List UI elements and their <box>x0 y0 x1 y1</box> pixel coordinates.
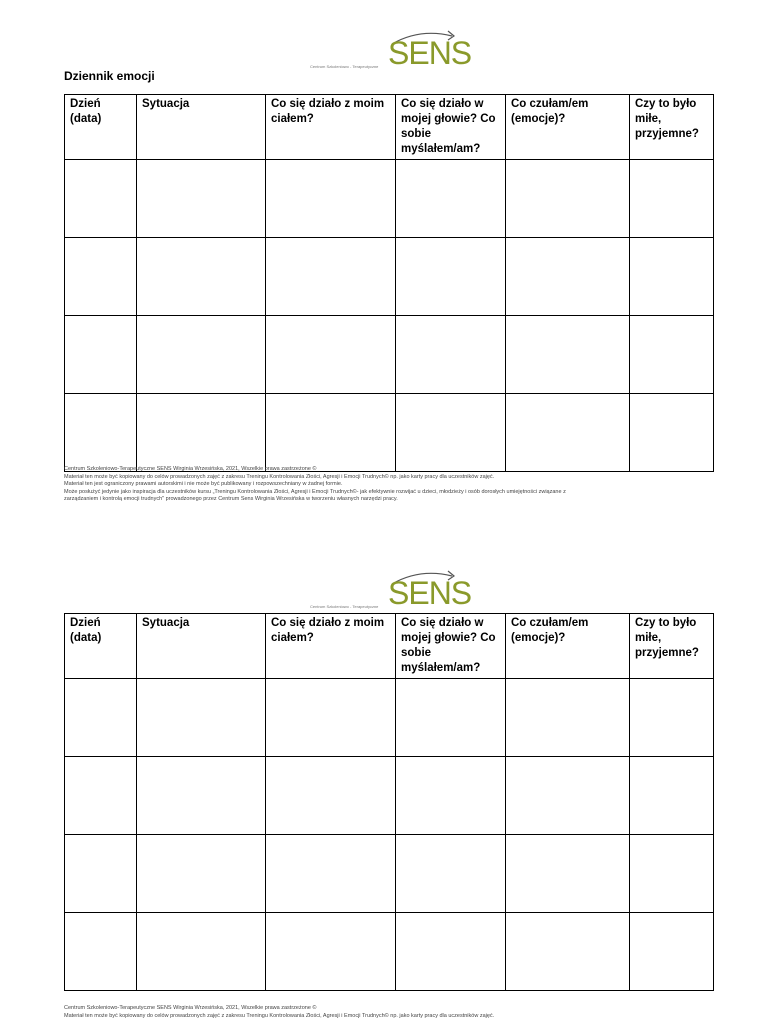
header-emotions: Co czułam/em (emocje)? <box>506 614 630 679</box>
table-cell[interactable] <box>65 316 137 394</box>
table-cell[interactable] <box>65 238 137 316</box>
table-cell[interactable] <box>137 316 266 394</box>
table-cell[interactable] <box>137 238 266 316</box>
header-emotions: Co czułam/em (emocje)? <box>506 95 630 160</box>
table-cell[interactable] <box>396 913 506 991</box>
logo-wordmark: SENS <box>388 35 472 71</box>
table-cell[interactable] <box>137 913 266 991</box>
header-thoughts: Co się działo w mojej głowie? Co sobie myślałem/am? <box>396 95 506 160</box>
table-cell[interactable] <box>266 316 396 394</box>
table-cell[interactable] <box>506 316 630 394</box>
table-cell[interactable] <box>506 238 630 316</box>
logo-caption: Centrum Szkoleniowo - Terapeutyczne <box>310 64 379 69</box>
table-cell[interactable] <box>137 757 266 835</box>
table-cell[interactable] <box>630 679 714 757</box>
table-cell[interactable] <box>65 160 137 238</box>
table-cell[interactable] <box>266 160 396 238</box>
table-cell[interactable] <box>396 835 506 913</box>
header-day: Dzień (data) <box>65 614 137 679</box>
header-pleasant: Czy to było miłe, przyjemne? <box>630 614 714 679</box>
table-row <box>65 757 714 835</box>
table-row <box>65 835 714 913</box>
table-cell[interactable] <box>65 913 137 991</box>
table-row <box>65 394 714 472</box>
footer-line: Centrum Szkoleniowo-Terapeutyczne SENS Wirginia Wrzesińska, 2021, Wszelkie prawa zastrzeżone © <box>64 1005 317 1011</box>
table-cell[interactable] <box>506 679 630 757</box>
page-title: Dziennik emocji <box>64 69 155 83</box>
table-cell[interactable] <box>506 160 630 238</box>
table-cell[interactable] <box>65 835 137 913</box>
logo-wordmark: SENS <box>388 575 472 611</box>
table-cell[interactable] <box>137 394 266 472</box>
table-cell[interactable] <box>65 394 137 472</box>
table-cell[interactable] <box>65 679 137 757</box>
table-cell[interactable] <box>630 913 714 991</box>
table-cell[interactable] <box>396 679 506 757</box>
table-cell[interactable] <box>266 394 396 472</box>
table-cell[interactable] <box>396 160 506 238</box>
header-situation: Sytuacja <box>137 614 266 679</box>
header-thoughts: Co się działo w mojej głowie? Co sobie myślałem/am? <box>396 614 506 679</box>
emotion-diary-table <box>64 613 714 991</box>
sens-logo <box>310 30 472 80</box>
header-pleasant: Czy to było miłe, przyjemne? <box>630 95 714 160</box>
footer-line: Centrum Szkoleniowo-Terapeutyczne SENS Wirginia Wrzesińska, 2021, Wszelkie prawa zastrzeżone © <box>64 466 317 472</box>
table-row <box>65 160 714 238</box>
table-cell[interactable] <box>266 835 396 913</box>
table-cell[interactable] <box>630 316 714 394</box>
header-body: Co się działo z moim ciałem? <box>266 614 396 679</box>
table-cell[interactable] <box>65 757 137 835</box>
table-cell[interactable] <box>266 913 396 991</box>
header-body: Co się działo z moim ciałem? <box>266 95 396 160</box>
table-cell[interactable] <box>396 316 506 394</box>
table-cell[interactable] <box>506 394 630 472</box>
table-cell[interactable] <box>137 679 266 757</box>
footer-line: Materiał ten jest ograniczony prawami autorskimi i nie może być publikowany i rozpowszechniany w żadnej formie. <box>64 481 343 487</box>
table-cell[interactable] <box>396 394 506 472</box>
emotion-diary-table <box>64 94 714 472</box>
table-cell[interactable] <box>506 757 630 835</box>
table-cell[interactable] <box>630 835 714 913</box>
footer-line: zarządzaniem i kontrolą emocji trudnych" prowadzonego przez Centrum Sens Wirginia Wrzesińska w tworzeniu własnych narzędzi pracy. <box>64 496 398 502</box>
table-cell[interactable] <box>506 835 630 913</box>
table-cell[interactable] <box>396 238 506 316</box>
footer-line: Materiał ten może być kopiowany do celów prowadzonych zajęć z zakresu Treningu Kontrolowania Złości, Agresji i Emocji Trudnych© np. jako karty pracy dla uczestników zajęć. <box>64 473 495 480</box>
table-row <box>65 679 714 757</box>
table-row <box>65 316 714 394</box>
table-cell[interactable] <box>266 238 396 316</box>
footer-line: Materiał ten może być kopiowany do celów prowadzonych zajęć z zakresu Treningu Kontrolowania Złości, Agresji i Emocji Trudnych© np. jako karty pracy dla uczestników zajęć. <box>64 1012 495 1019</box>
table-cell[interactable] <box>137 835 266 913</box>
table-cell[interactable] <box>630 757 714 835</box>
table-cell[interactable] <box>396 757 506 835</box>
table-cell[interactable] <box>137 160 266 238</box>
table-row <box>65 238 714 316</box>
table-cell[interactable] <box>506 913 630 991</box>
table-cell[interactable] <box>630 160 714 238</box>
footer-line: Może posłużyć jedynie jako inspiracja dla uczestników kursu „Treningu Kontrolowania Złości, Agresji i Emocji Trudnych©- jak efektywnie rozwijać u dzieci, młodzieży i osób dorosłych umiejętności związane z <box>64 488 566 495</box>
table-cell[interactable] <box>630 238 714 316</box>
copyright-footer <box>64 466 714 504</box>
table-cell[interactable] <box>630 394 714 472</box>
table-row <box>65 913 714 991</box>
table-header-row <box>65 614 714 679</box>
table-cell[interactable] <box>266 757 396 835</box>
header-situation: Sytuacja <box>137 95 266 160</box>
table-cell[interactable] <box>266 679 396 757</box>
logo-caption: Centrum Szkoleniowo - Terapeutyczne <box>310 604 379 609</box>
copyright-footer <box>64 1005 714 1020</box>
table-header-row <box>65 95 714 160</box>
header-day: Dzień (data) <box>65 95 137 160</box>
